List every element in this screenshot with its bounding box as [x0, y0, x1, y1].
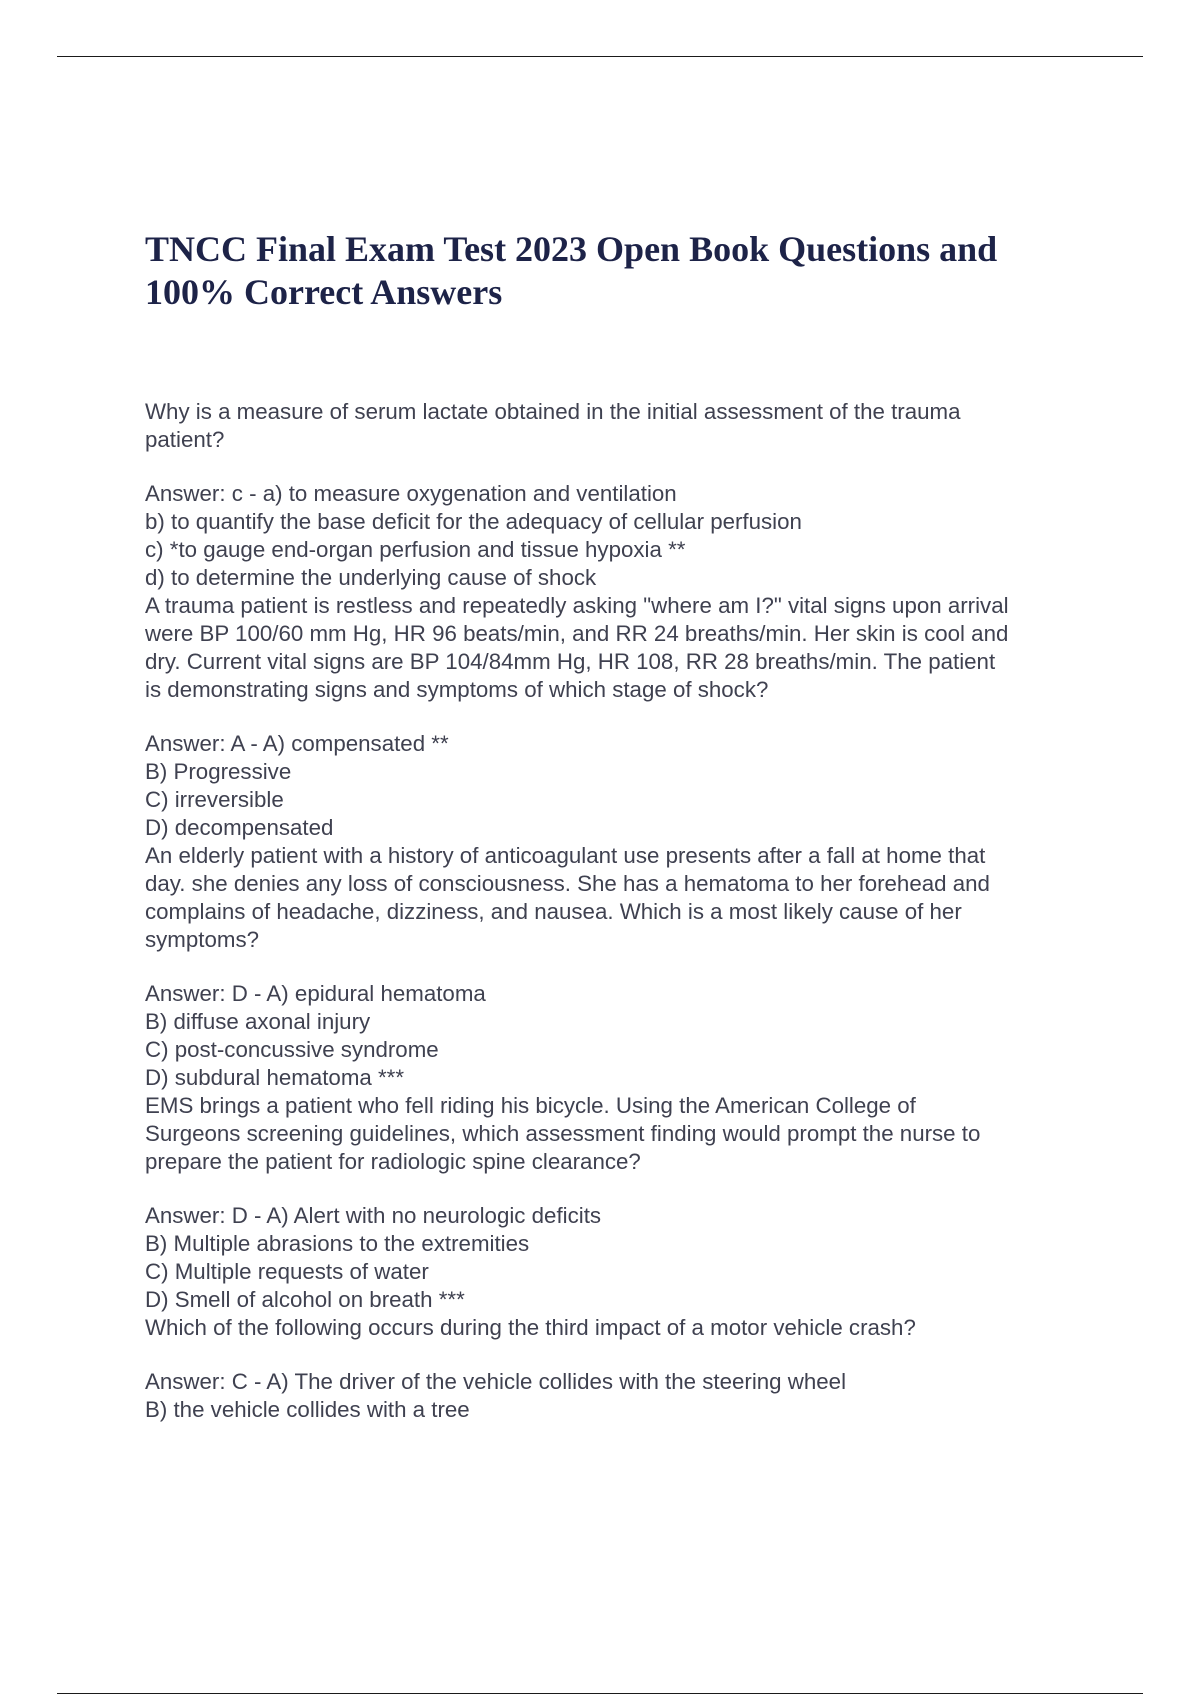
question-text: A trauma patient is restless and repeatedly asking "where am I?" vital signs upon arrival [145, 593, 1009, 618]
answer-option: B) Progressive [145, 759, 292, 784]
answer-line: Answer: A - A) compensated ** [145, 731, 449, 756]
answer-option: C) post-concussive syndrome [145, 1037, 439, 1062]
question-block [145, 1314, 1095, 1424]
header-rule [57, 56, 1143, 57]
question-text: An elderly patient with a history of anticoagulant use presents after a fall at home that [145, 843, 986, 868]
title-line: 100% Correct Answers [145, 272, 503, 312]
question-text: dry. Current vital signs are BP 104/84mm Hg, HR 108, RR 28 breaths/min. The patient [145, 649, 996, 674]
answer-line: Answer: D - A) Alert with no neurologic deficits [145, 1203, 602, 1228]
question-text: patient? [145, 427, 225, 452]
question-text: is demonstrating signs and symptoms of which stage of shock? [145, 677, 769, 702]
footer-rule [57, 1693, 1143, 1694]
answer-line: Answer: c - a) to measure oxygenation and ventilation [145, 481, 677, 506]
question-block [145, 592, 1095, 842]
answer-option: D) decompensated [145, 815, 334, 840]
question-text: complains of headache, dizziness, and nausea. Which is a most likely cause of her [145, 899, 962, 924]
question-text: Surgeons screening guidelines, which assessment finding would prompt the nurse to [145, 1121, 981, 1146]
question-block [145, 842, 1095, 1092]
page-title [145, 228, 1075, 314]
answer-option: D) subdural hematoma *** [145, 1065, 405, 1090]
question-text: symptoms? [145, 927, 259, 952]
answer-option: B) Multiple abrasions to the extremities [145, 1231, 530, 1256]
answer-option: C) irreversible [145, 787, 284, 812]
question-text: day. she denies any loss of consciousness. She has a hematoma to her forehead and [145, 871, 990, 896]
question-text: Which of the following occurs during the third impact of a motor vehicle crash? [145, 1315, 916, 1340]
question-text: prepare the patient for radiologic spine clearance? [145, 1149, 641, 1174]
qa-content [145, 398, 1095, 1424]
answer-option: d) to determine the underlying cause of shock [145, 565, 597, 590]
answer-option: B) diffuse axonal injury [145, 1009, 371, 1034]
question-block [145, 398, 1095, 592]
answer-line: Answer: D - A) epidural hematoma [145, 981, 486, 1006]
answer-line: Answer: C - A) The driver of the vehicle collides with the steering wheel [145, 1369, 847, 1394]
answer-option: c) *to gauge end-organ perfusion and tissue hypoxia ** [145, 537, 686, 562]
answer-option: D) Smell of alcohol on breath *** [145, 1287, 465, 1312]
title-line: TNCC Final Exam Test 2023 Open Book Questions and [145, 229, 998, 269]
question-text: Why is a measure of serum lactate obtained in the initial assessment of the trauma [145, 399, 961, 424]
answer-option: C) Multiple requests of water [145, 1259, 429, 1284]
question-text: were BP 100/60 mm Hg, HR 96 beats/min, and RR 24 breaths/min. Her skin is cool and [145, 621, 1009, 646]
question-text: EMS brings a patient who fell riding his bicycle. Using the American College of [145, 1093, 916, 1118]
answer-option: b) to quantify the base deficit for the adequacy of cellular perfusion [145, 509, 802, 534]
question-block [145, 1092, 1095, 1314]
answer-option: B) the vehicle collides with a tree [145, 1397, 470, 1422]
